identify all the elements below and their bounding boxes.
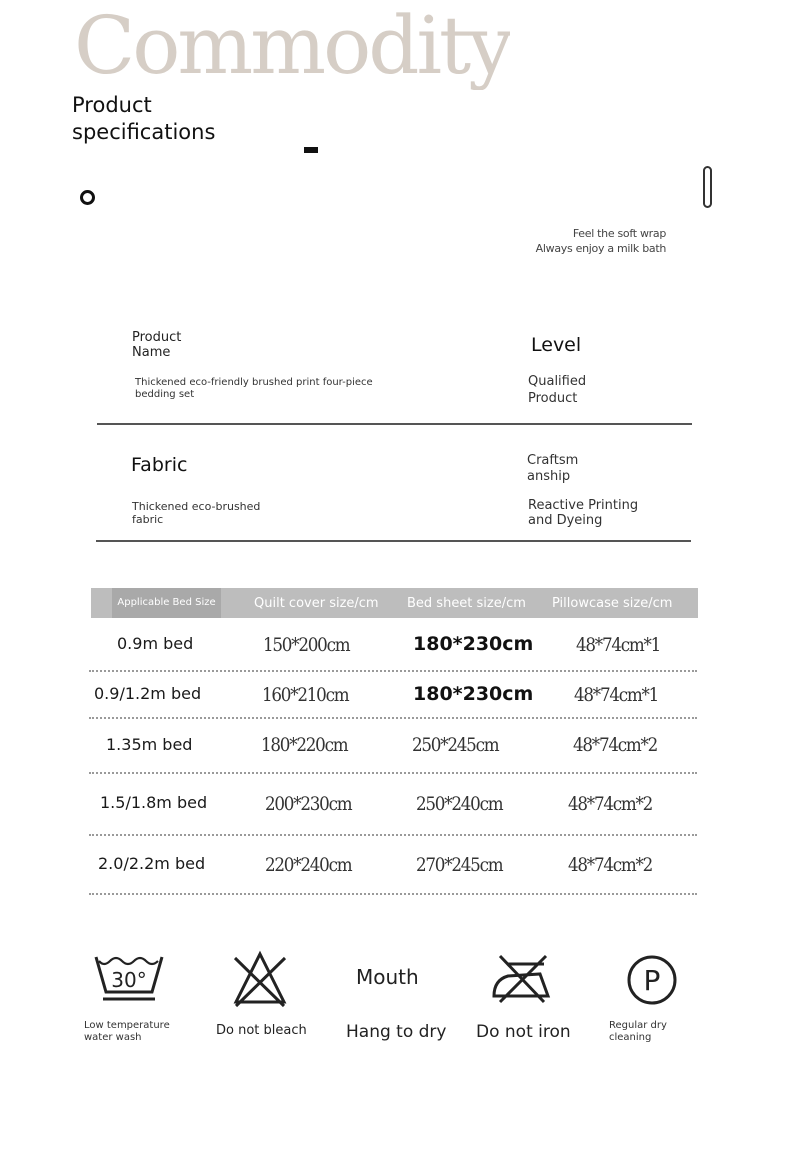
craftsmanship-value-line-2: and Dyeing bbox=[528, 513, 603, 528]
pillow-cell: 48*74cm*1 bbox=[576, 634, 661, 656]
row-separator bbox=[89, 893, 697, 895]
table-row bbox=[91, 719, 698, 773]
quilt-cell: 200*230cm bbox=[265, 793, 352, 815]
care-instructions bbox=[0, 940, 790, 1060]
tagline-line-1: Feel the soft wrap bbox=[572, 227, 666, 240]
pill-decoration bbox=[703, 166, 712, 208]
craftsmanship-label-line-2: anship bbox=[527, 469, 571, 484]
bed-size-cell: 1.35m bed bbox=[106, 735, 193, 754]
no-iron-icon bbox=[490, 952, 552, 1004]
quilt-cell: 150*200cm bbox=[263, 634, 350, 656]
dash-decoration bbox=[304, 147, 318, 153]
header-quilt-cover: Quilt cover size/cm bbox=[254, 596, 379, 611]
fabric-value-line-2: fabric bbox=[132, 513, 164, 526]
wash-label-line-2: water wash bbox=[84, 1032, 142, 1043]
bed-size-cell: 2.0/2.2m bed bbox=[98, 854, 206, 873]
quilt-cell: 160*210cm bbox=[262, 684, 349, 706]
wash-temp-text: 30° bbox=[111, 968, 147, 992]
craftsmanship-label bbox=[527, 453, 578, 485]
product-name-value-line-1: Thickened eco-friendly brushed print four-piece bbox=[135, 377, 373, 388]
fabric-label: Fabric bbox=[131, 454, 188, 476]
sheet-cell: 270*245cm bbox=[416, 854, 503, 876]
ring-decoration bbox=[80, 190, 95, 205]
title-line-2: specifications bbox=[72, 120, 216, 144]
hang-dry-icon-text: Mouth bbox=[356, 965, 419, 989]
iron-label: Do not iron bbox=[476, 1022, 571, 1042]
bed-size-cell: 0.9/1.2m bed bbox=[94, 684, 202, 703]
level-value-line-2: Product bbox=[528, 391, 578, 406]
sheet-cell: 180*230cm bbox=[413, 683, 534, 705]
bleach-label: Do not bleach bbox=[216, 1023, 307, 1038]
craftsmanship-value-line-1: Reactive Printing bbox=[528, 498, 639, 513]
craftsmanship-label-line-1: Craftsm bbox=[527, 453, 579, 468]
quilt-cell: 220*240cm bbox=[265, 854, 352, 876]
bed-size-cell: 1.5/1.8m bed bbox=[100, 793, 208, 812]
table-row bbox=[91, 672, 698, 717]
dry-clean-p-icon bbox=[626, 954, 678, 1006]
table-row bbox=[91, 620, 698, 670]
wash-label bbox=[84, 1020, 170, 1044]
product-name-label-line-2: Name bbox=[132, 345, 171, 360]
header-bed-size: Applicable Bed Size bbox=[112, 588, 221, 618]
dry-clean-label-line-1: Regular dry bbox=[609, 1020, 667, 1031]
title-line-1: Product bbox=[72, 93, 152, 117]
size-table-header bbox=[91, 588, 698, 618]
product-name-label bbox=[132, 330, 181, 360]
wash-30-icon bbox=[93, 952, 165, 1004]
wash-label-line-1: Low temperature bbox=[84, 1020, 170, 1031]
fabric-value-line-1: Thickened eco-brushed bbox=[132, 500, 261, 513]
quilt-cell: 180*220cm bbox=[261, 734, 348, 756]
bed-size-cell: 0.9m bed bbox=[117, 634, 194, 653]
level-label: Level bbox=[531, 334, 582, 356]
divider-2 bbox=[96, 540, 691, 542]
page-title bbox=[72, 92, 215, 146]
sheet-cell: 250*240cm bbox=[416, 793, 503, 815]
craftsmanship-value bbox=[528, 498, 638, 528]
product-name-label-line-1: Product bbox=[132, 330, 182, 345]
table-row bbox=[91, 836, 698, 894]
dry-clean-label-line-2: cleaning bbox=[609, 1032, 652, 1043]
pillow-cell: 48*74cm*2 bbox=[568, 793, 653, 815]
sheet-cell: 180*230cm bbox=[413, 633, 534, 655]
level-value bbox=[528, 373, 586, 407]
tagline-line-2: Always enjoy a milk bath bbox=[535, 242, 666, 255]
fabric-value bbox=[132, 500, 260, 526]
tagline bbox=[520, 226, 666, 256]
pillow-cell: 48*74cm*2 bbox=[568, 854, 653, 876]
table-row bbox=[91, 774, 698, 835]
pillow-cell: 48*74cm*1 bbox=[574, 684, 659, 706]
dry-clean-symbol: P bbox=[643, 964, 661, 997]
header-pillowcase: Pillowcase size/cm bbox=[552, 596, 673, 611]
hang-dry-label: Hang to dry bbox=[346, 1022, 447, 1042]
commodity-watermark: Commodity bbox=[74, 6, 511, 90]
header-bed-sheet: Bed sheet size/cm bbox=[407, 596, 526, 611]
pillow-cell: 48*74cm*2 bbox=[573, 734, 658, 756]
divider-1 bbox=[97, 423, 692, 425]
dry-clean-label bbox=[609, 1020, 667, 1044]
level-value-line-1: Qualified bbox=[528, 374, 587, 389]
product-name-value-line-2: bedding set bbox=[135, 389, 195, 400]
product-name-value bbox=[135, 377, 373, 401]
no-bleach-icon bbox=[232, 950, 288, 1008]
sheet-cell: 250*245cm bbox=[412, 734, 499, 756]
